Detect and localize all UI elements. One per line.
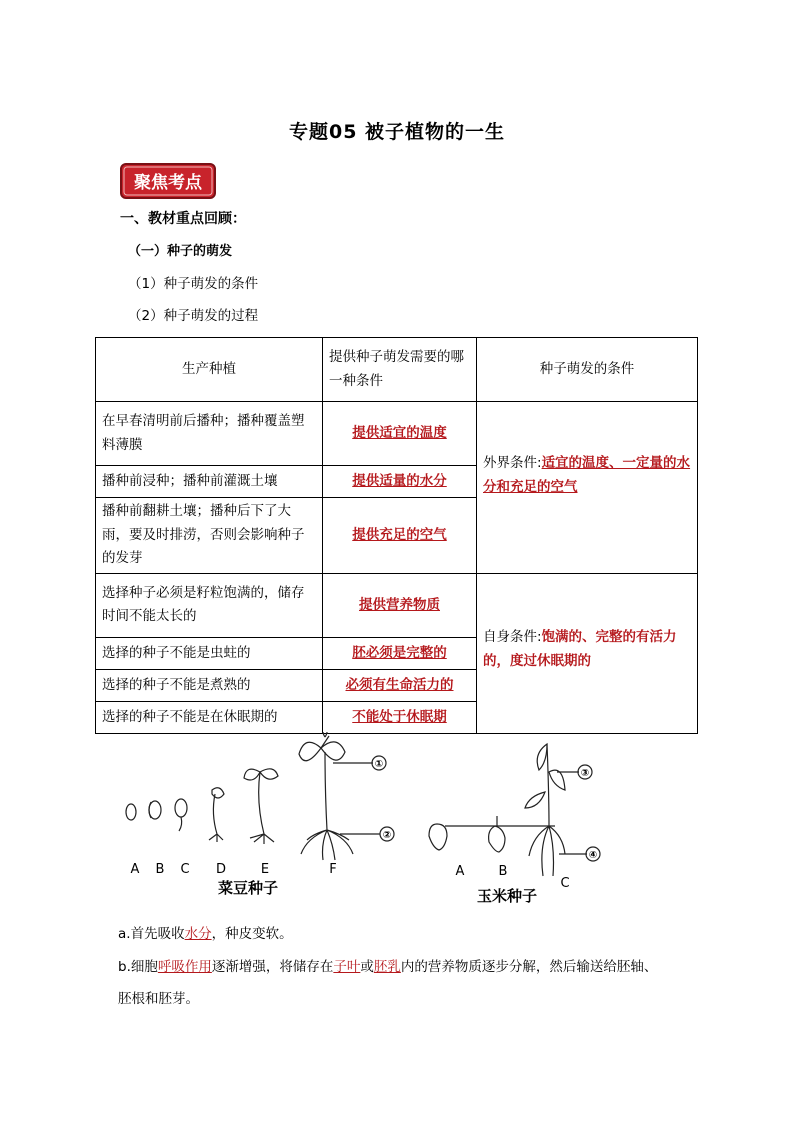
seed-germination-illustration xyxy=(115,732,615,912)
corn-letter-b: B xyxy=(498,864,508,879)
para-b-pre: b.细胞 xyxy=(118,959,158,975)
corn-seed-b xyxy=(489,816,505,852)
para-b-mid1: 逐渐增强，将储存在 xyxy=(211,959,334,975)
header-condition: 提供种子萌发需要的哪一种条件 xyxy=(323,338,477,402)
corn-caption: 玉米种子 xyxy=(477,887,538,905)
point-process: （2）种子萌发的过程 xyxy=(128,308,259,324)
marker-2: ② xyxy=(382,830,392,841)
table-cell-answer: 必须有生命活力的 xyxy=(345,676,454,693)
germination-figure xyxy=(115,732,615,912)
bean-seed-c-root xyxy=(179,817,182,831)
para-a-key: 水分 xyxy=(184,926,212,942)
paragraph-a xyxy=(118,922,293,942)
point-conditions: （1）种子萌发的条件 xyxy=(128,276,259,292)
table-cell-practice: 选择的种子不能是虫蛀的 xyxy=(96,637,323,669)
bean-seed-a xyxy=(126,804,136,820)
table-cell-answer: 提供适宜的温度 xyxy=(352,424,447,441)
para-b-key1: 呼吸作用 xyxy=(157,959,212,975)
table-cell-answer: 提供适量的水分 xyxy=(352,472,447,489)
header-practice: 生产种植 xyxy=(96,338,323,402)
para-b-mid2: 或 xyxy=(360,959,374,975)
corn-seed-a xyxy=(429,824,447,850)
bean-seedling-f-leaves xyxy=(299,742,345,761)
paragraph-b xyxy=(118,955,657,975)
table-cell-answer: 胚必须是完整的 xyxy=(352,644,447,661)
bean-seedling-d-head xyxy=(212,788,224,798)
badge-text: 聚焦考点 xyxy=(134,173,202,193)
section-heading: 一、教材重点回顾： xyxy=(120,211,246,227)
bean-letter-d: D xyxy=(215,862,227,877)
focus-badge xyxy=(120,163,216,199)
subsection-heading: （一）种子的萌发 xyxy=(128,244,233,259)
para-a-post: ，种皮变软。 xyxy=(211,926,293,942)
bean-seedling-e-leaves xyxy=(244,769,278,780)
para-a-pre: a.首先吸收 xyxy=(118,926,185,942)
corn-seedling-c-leaves xyxy=(525,744,565,808)
external-condition-cell xyxy=(477,402,698,574)
bean-seedling-e xyxy=(250,772,274,844)
internal-condition-cell xyxy=(477,573,698,733)
corn-seedling-c xyxy=(529,744,565,876)
table-cell-answer: 提供营养物质 xyxy=(359,596,440,613)
bean-letter-f: F xyxy=(329,862,337,877)
bean-caption: 菜豆种子 xyxy=(218,879,279,897)
para-b-key3: 胚乳 xyxy=(373,959,401,975)
bean-letter-e: E xyxy=(260,862,270,877)
paragraph-b-cont: 胚根和胚芽。 xyxy=(118,991,199,1007)
header-germination-condition: 种子萌发的条件 xyxy=(477,338,698,402)
bean-letter-b: B xyxy=(155,862,165,877)
corn-letter-a: A xyxy=(455,864,465,879)
bean-seedling-d xyxy=(209,794,223,842)
internal-answer: 饱满的、完整的有活力的，度过休眠期的 xyxy=(483,628,677,669)
germination-table xyxy=(95,337,698,734)
table-cell-practice: 选择种子必须是籽粒饱满的，储存时间不能太长的 xyxy=(96,573,323,637)
table-cell-practice: 播种前翻耕土壤；播种后下了大雨，要及时排涝，否则会影响种子的发芽 xyxy=(96,498,323,574)
table-cell-answer: 不能处于休眠期 xyxy=(352,708,447,725)
bean-letter-a: A xyxy=(130,862,140,877)
bean-seed-c xyxy=(175,799,187,817)
internal-label: 自身条件: xyxy=(483,628,542,645)
table-cell-practice: 播种前浸种；播种前灌溉土壤 xyxy=(96,466,323,498)
marker-3: ③ xyxy=(580,768,590,779)
bean-letter-c: C xyxy=(180,862,190,877)
para-b-key2: 子叶 xyxy=(333,959,361,975)
table-cell-practice: 选择的种子不能是煮熟的 xyxy=(96,669,323,701)
marker-1: ① xyxy=(374,759,384,770)
table-cell-practice: 选择的种子不能是在休眠期的 xyxy=(96,701,323,733)
corn-letter-c: C xyxy=(560,876,570,891)
bean-seedling-f xyxy=(301,752,353,860)
marker-4: ④ xyxy=(588,850,598,861)
external-answer: 适宜的温度、一定量的水分和充足的空气 xyxy=(483,455,691,495)
table-cell-practice: 在早春清明前后播种；播种覆盖塑料薄膜 xyxy=(96,402,323,466)
external-label: 外界条件: xyxy=(483,455,542,471)
para-b-post: 内的营养物质逐步分解，然后输送给胚轴、 xyxy=(400,959,658,975)
page-title: 专题05 被子植物的一生 xyxy=(288,121,506,143)
table-cell-answer: 提供充足的空气 xyxy=(352,526,447,543)
